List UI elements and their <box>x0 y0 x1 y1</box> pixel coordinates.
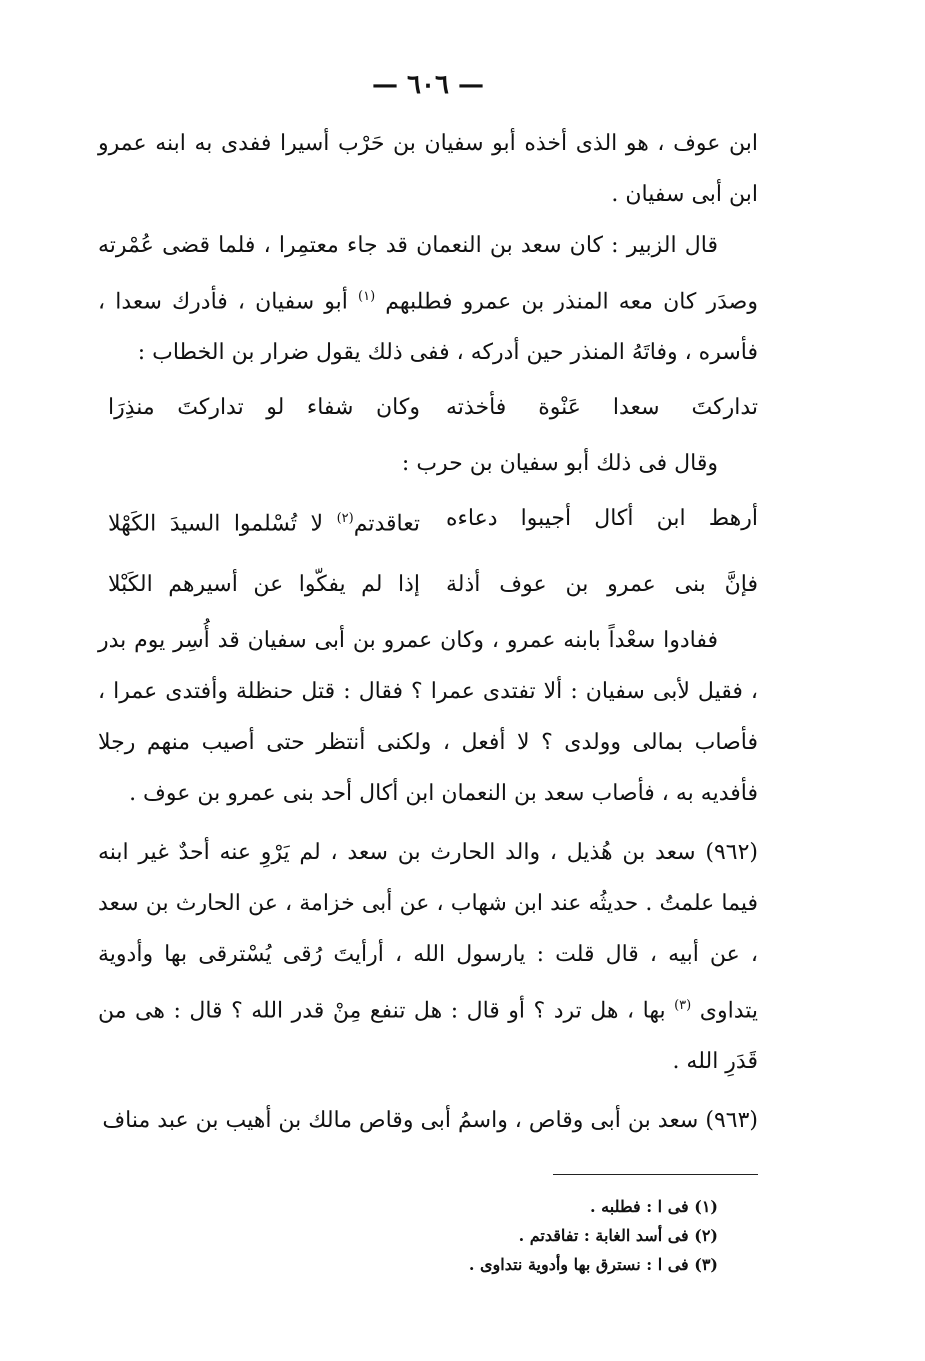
footnote-ref-2[interactable]: (٢) <box>336 511 354 527</box>
verse-2-second-a: تعاقدتم <box>353 511 420 537</box>
verse-2-second-hemistich <box>108 489 420 554</box>
entry-963: (٩٦٣) سعد بن أبى وقاص ، واسمُ أبى وقاص مالك بن أهيب بن عبد مناف <box>102 1107 758 1133</box>
paragraph-1: ابن عوف ، هو الذى أخذه أبو سفيان بن حَرْب أسيرا ففدى به ابنه عمرو ابن أبى سفيان . <box>98 131 758 207</box>
page <box>98 70 758 1300</box>
paragraph-2-rest: أبو سفيان ، فأدرك سعدا ، فأسره ، وفاتَهُ المنذر حين أدركه ، ففى ذلك يقول ضرار بن الخطاب : <box>98 289 758 366</box>
entry-962-rest: بها ، هل ترد ؟ أو قال : هل تنفع مِنْ قدر الله ؟ قال : هى من قَدَرِ الله . <box>98 997 758 1074</box>
poem-verse-1 <box>98 378 758 438</box>
footnote-3: (٣) فى ا : نسترق بها وأدوية نتداوى . <box>468 1255 718 1274</box>
poem-verse-3 <box>98 555 758 615</box>
footnote-1: (١) فى ا : فطلبه . <box>590 1197 718 1216</box>
footnote-divider <box>553 1174 758 1175</box>
footnote-ref-3[interactable]: (٣) <box>674 997 692 1013</box>
page-number: — ٦٠٦ — <box>371 70 485 100</box>
paragraph-4: ففادوا سعْداً بابنه عمرو ، وكان عمرو بن أبى سفيان قد أُسِر يوم بدر ، فقيل لأبى سفيان : ألا تفتدى عمرا ؟ فقال : قتل حنظلة وأفتدى عمرا ، فأصاب بمالى وولدى ؟ لا أفعل ، ولكنى أنتظر حتى أصيب منهم رجلا فأفديه به ، فأصاب سعد بن النعمان ابن أكال أحد بنى عمرو بن عوف . <box>98 627 758 806</box>
footnote-ref-1[interactable]: (١) <box>358 289 376 304</box>
verse-3-first-hemistich: فإنَّ بنى عمرو بن عوف أذلة <box>446 571 758 597</box>
footnote-2: (٢) فى أسد الغابة : تفاقدتم . <box>518 1226 718 1245</box>
verse-2-first-hemistich: أرهط ابن أكال أجيبوا دعاءه <box>446 506 758 532</box>
verse-1-second-hemistich: وكان شفاء لو تداركتَ منذِرَا <box>108 395 420 421</box>
poem-verse-2 <box>98 489 758 554</box>
paragraph-2 <box>98 220 758 378</box>
entry-962 <box>98 827 758 1087</box>
paragraph-2-text: قال الزبير : كان سعد بن النعمان قد جاء معتمِرا ، فلما قضى عُمْرته وصدَر كان معه المنذر بن عمرو فطلبهم <box>98 233 758 315</box>
footnotes <box>469 1192 718 1279</box>
verse-2-second-b: لا تُسْلموا السيدَ الكَهْلا <box>108 511 324 537</box>
verse-1-first-hemistich: تداركتَ سعدا عَنْوة فأخذته <box>446 395 758 421</box>
entry-962-text: (٩٦٢) سعد بن هُذيل ، والد الحارث بن سعد ، لم يَرْوِ عنه أحدٌ غير ابنه فيما علمتُ . حديثُه عند ابن شهاب ، عن أبى خزامة ، عن الحارث بن سعد ، عن أبيه ، قال قلت : يارسول الله ، أرأيتَ رُقى يُسْترقى بها وأدوية يتداوى <box>98 839 758 1023</box>
paragraph-3: وقال فى ذلك أبو سفيان بن حرب : <box>401 451 718 477</box>
verse-3-second-hemistich: إذا لم يفكّوا عن أسيرهم الكَبْلا <box>108 571 420 597</box>
